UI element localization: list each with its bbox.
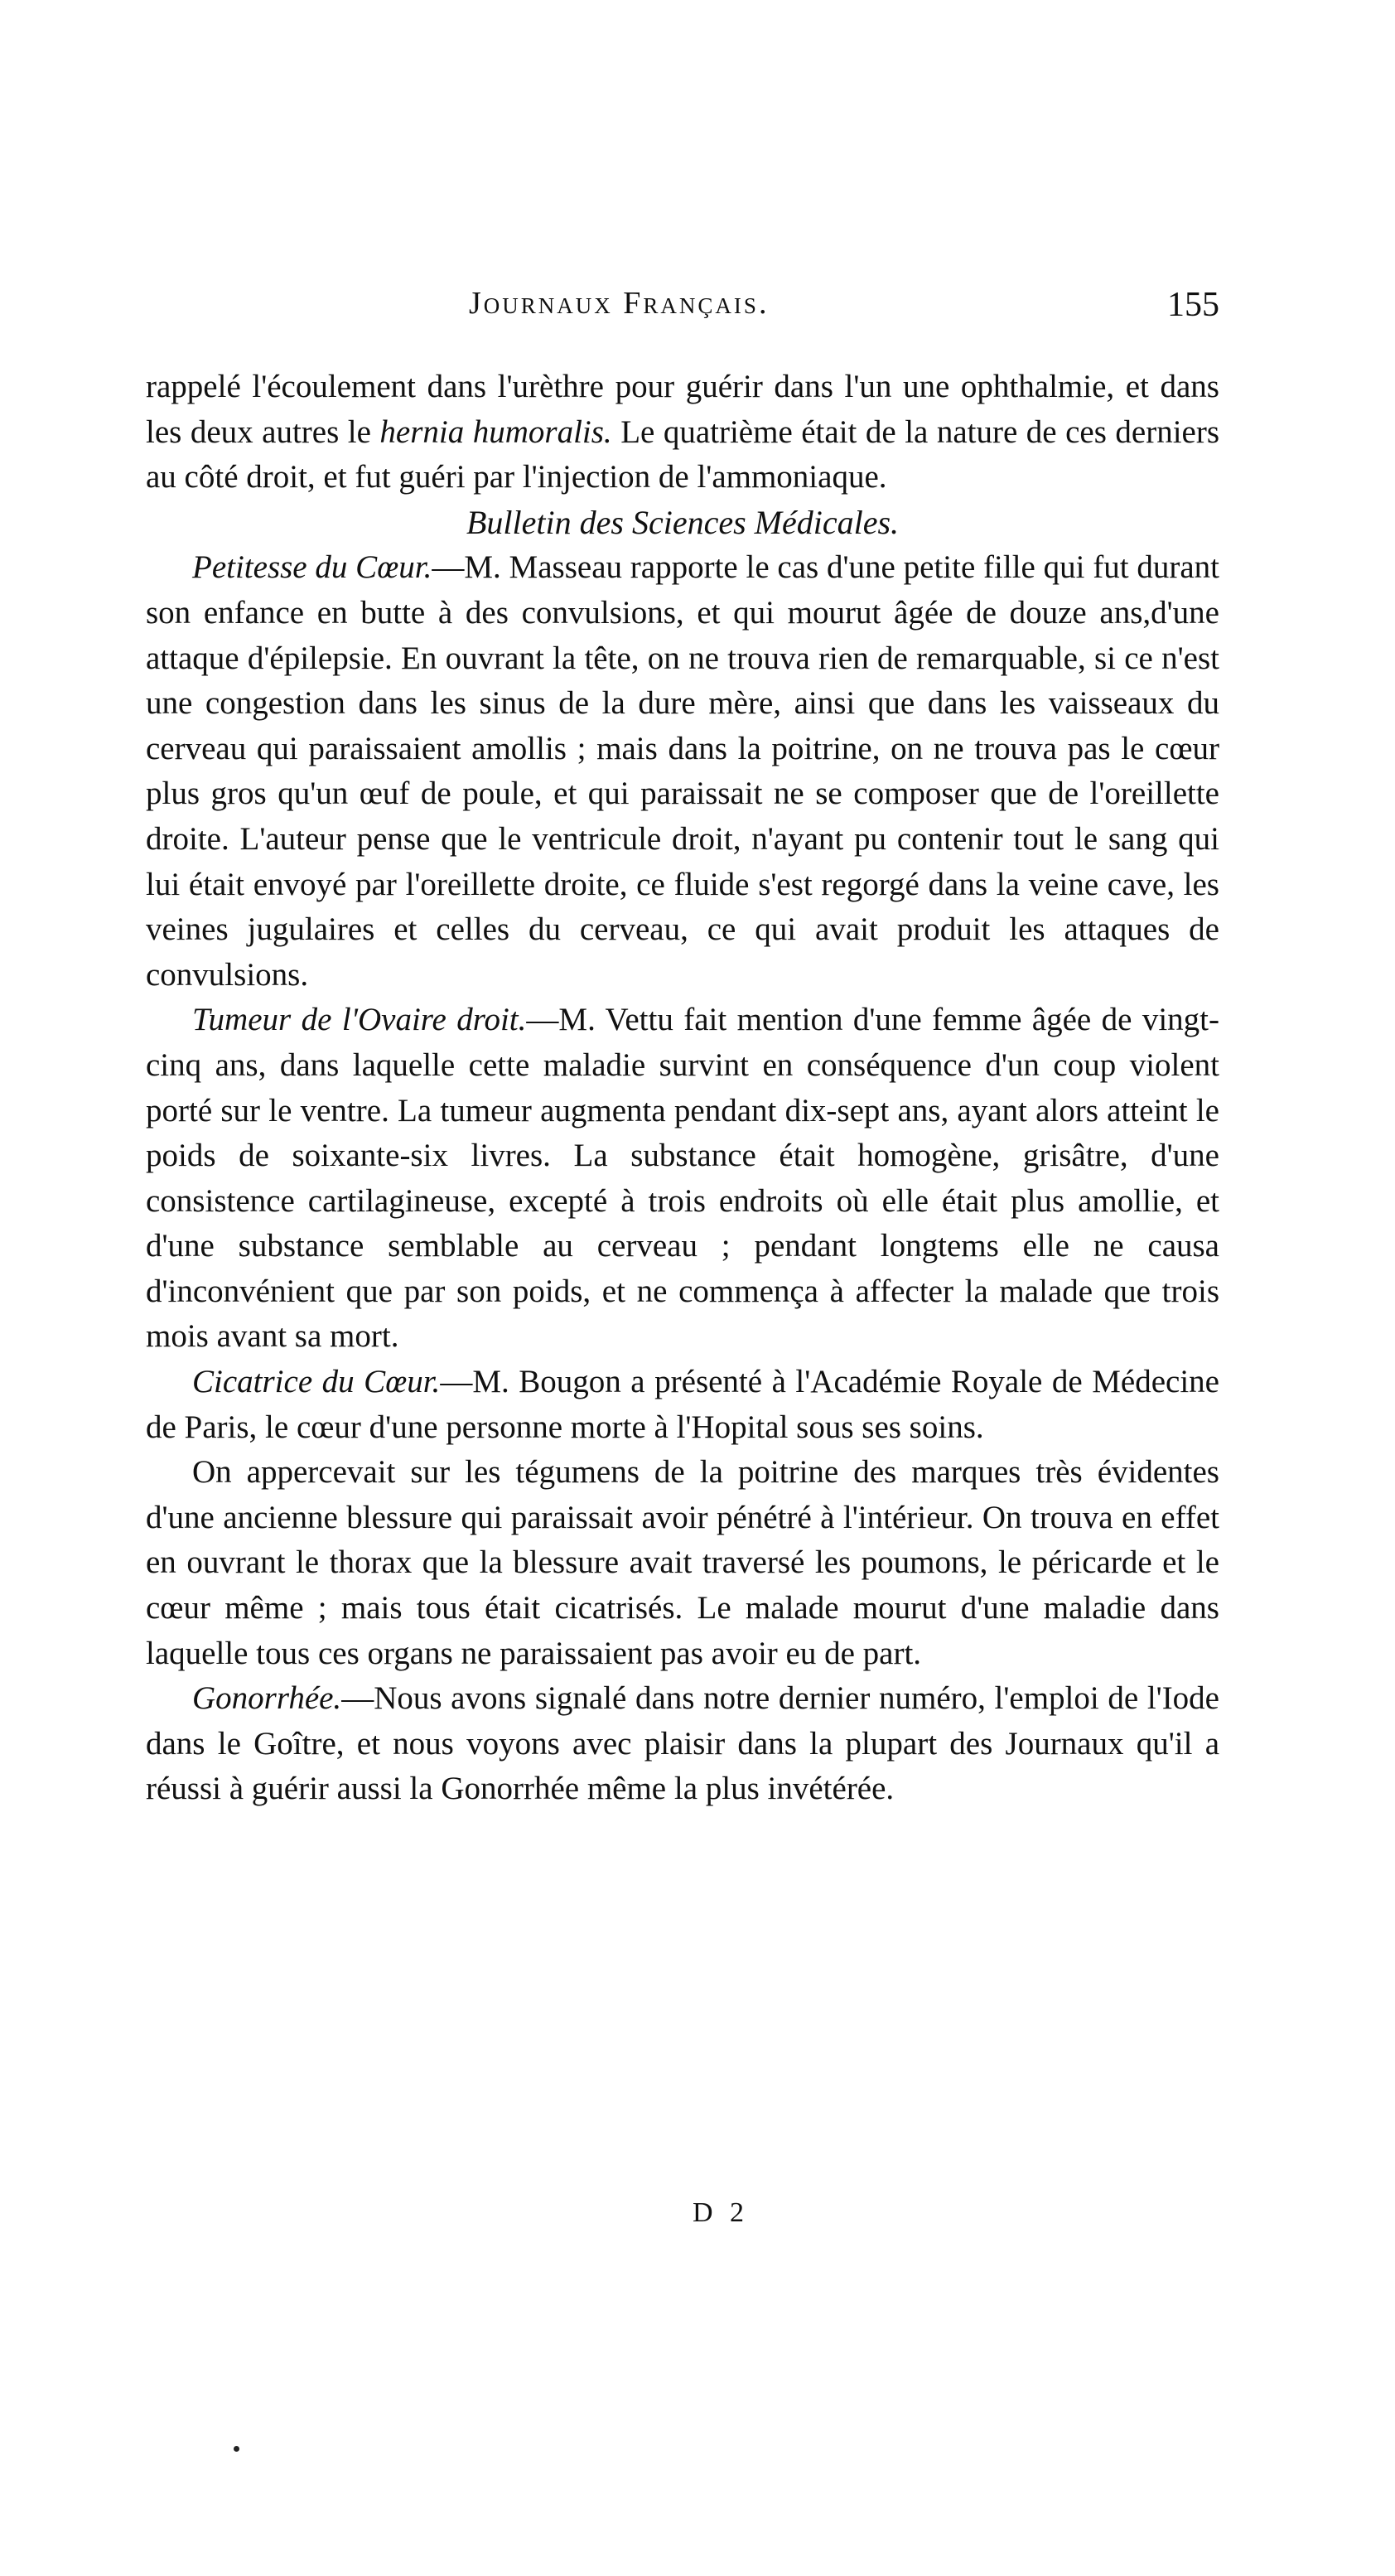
running-title: Journaux Français. [469,286,770,321]
entry-cicatrice-du-coeur [146,1360,1219,1450]
stray-ink-dot [234,2446,239,2452]
paragraph-continuation [146,365,1219,500]
page-header [146,285,1219,335]
entry-text: —M. Vettu fait mention d'une femme âgée de vingt-cinq ans, dans laquelle cette maladie survint en conséquence d'un coup violent porté sur le ventre. La tumeur augmenta pendant dix-sept ans, ayant alors atteint le poids de soixante-six livres. La substance était homogène, grisâtre, d'une consistence cartilagineuse, excepté à trois endroits où elle était plus amollie, et d'une substance semblable au cerveau ; pendant longtems elle ne causa d'inconvénient que par son poids, et ne commença à affecter la malade que trois mois avant sa mort. [146,1002,1219,1355]
entry-text: —M. Masseau rapporte le cas d'une petite fille qui fut durant son enfance en butte à des convulsions, et qui mourut âgée de douze ans,d'une attaque d'épilepsie. En ouvrant la tête, on ne trouva rien de remarquable, si ce n'est une congestion dans les sinus de la dure mère, ainsi que dans les vaisseaux du cerveau qui paraissaient amollis ; mais dans la poitrine, on ne trouva pas le cœur plus gros qu'un œuf de poule, et qui paraissait ne se composer que de l'oreillette droite. L'auteur pense que le ventricule droit, n'ayant pu contenir tout le sang qui lui était envoyé par l'oreillette droite, ce fluide s'est regorgé dans la veine cave, les veines jugulaires et celles du cerveau, ce qui avait produit les attaques de convulsions. [146,549,1219,993]
body-text [146,365,1219,1812]
entry-title: Gonorrhée. [192,1680,342,1717]
entry-title: Cicatrice du Cœur. [192,1364,441,1400]
entry-tumeur-ovaire [146,998,1219,1360]
entry-petitesse-du-coeur [146,545,1219,998]
paragraph-continuation-text: rappelé l'écoulement dans l'urèthre pour guérir dans l'un une ophthalmie, et dans les deux autres le [146,369,1219,450]
paragraph-continuation-text-end: Le quatrième était de la nature de ces derniers au côté droit, et fut guéri par l'injection de l'ammoniaque. [146,413,1220,495]
entry-cicatrice-paragraph-2: On appercevait sur les tégumens de la poitrine des marques très évidentes d'une ancienne blessure qui paraissait avoir pénétré à l'intérieur. On trouva en effet en ouvrant le thorax que la blessure avait traversé les poumons, le péricarde et le cœur même ; mais tous était cicatrisés. Le malade mourut d'une maladie dans laquelle tous ces organs ne paraissaient pas avoir eu de part. [146,1454,1219,1671]
signature-mark: D 2 [693,2197,750,2228]
entry-gonorrhee [146,1676,1219,1812]
section-heading: Bulletin des Sciences Médicales. [466,503,900,541]
entry-text: —M. Bougon a présenté à l'Académie Royale de Médecine de Paris, le cœur d'une personne morte à l'Hopital sous ses soins. [146,1364,1219,1445]
latin-term: hernia humoralis. [379,413,612,450]
entry-title: Petitesse du Cœur. [192,549,432,586]
entry-text: —Nous avons signalé dans notre dernier numéro, l'emploi de l'Iode dans le Goître, et nous voyons avec plaisir dans la plupart des Journaux qu'il a réussi à guérir aussi la Gonorrhée même la plus invétérée. [146,1680,1219,1807]
entry-title: Tumeur de l'Ovaire droit. [192,1002,527,1038]
page-number: 155 [1167,286,1219,324]
